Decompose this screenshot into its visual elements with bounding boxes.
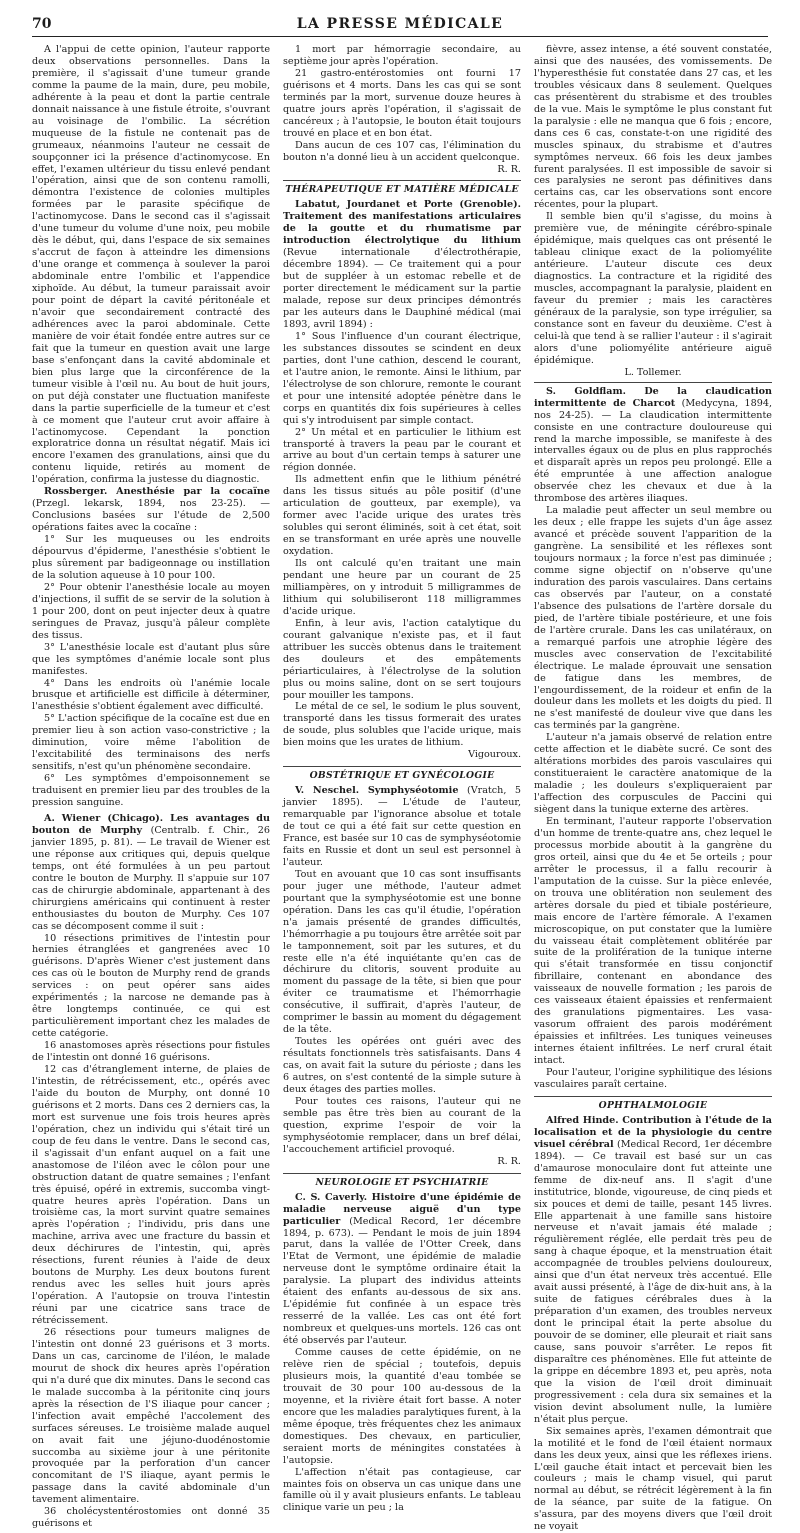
abstract-text: (Medycyna, 1894, nos 24-25). — La claudication intermittente consiste en une contracture douloureuse qui rend la marche impossible, se manifeste à des intervalles égaux ou de plus en plus rapprochés et disparaît après un repos peu prolongé. Elle a été empruntée à une affection analogue observée chez les chevaux et due à la thrombose des artères iliaques. (534, 397, 772, 505)
abstract-text: (Vratch, 5 janvier 1895). — L'étude de l'auteur, remarquable par l'ignorance absolue et totale de tout ce qui a été fait sur cette question en France, est basée sur 10 cas de symphyséotomie faits en Russie et dont un seul est personnel à l'auteur. (283, 785, 521, 868)
column-1 (32, 44, 270, 1530)
divider (534, 382, 772, 383)
abstract-heading: Labatut, Jourdanet et Porte (Grenoble). Traitement des manifestations articulaires de la goutte et du rhumatisme par introduction électrolytique du lithium (283, 199, 521, 247)
article-columns (32, 44, 772, 1533)
list-item: 3° L'anesthésie locale est d'autant plus sûre que les symptômes d'anémie locale sont plus manifestes. (32, 641, 270, 677)
abstract-text: (Medical Record, 1er décembre 1894). — Ce travail est basé sur un cas d'amaurose monoculaire dont fut atteinte une femme de dix-neuf ans. Il s'agit d'une institutrice, blonde, vigoureuse, de cinq pieds et six pouces et demi de taille, pesant 145 livres. Elle appartenait à une famille sans histoire nerveuse et n'avait jamais été malade ; régulièrement réglée, elle perdait très peu de sang à chaque époque, et la menstruation était accompagnée de troubles pelviens douloureux, ainsi que d'un état nerveux très accentué. Elle avait aussi présenté, à l'âge de dix-huit ans, à la suite de fatigues cérébrales dues à la préparation d'un examen, des troubles nerveux dont le principal était la perte absolue du pouvoir de se dominer, elle pleurait et riait sans cause, sans pouvoir s'arrêter. Le repos fit disparaître ces phénomènes. Elle fut atteinte de la grippe en décembre 1893 et, peu après, nota que la vision de l'œil droit diminuait progressivement : cela dura six semaines et la vision devint absolument nulle, la lumière n'était plus perçue. (534, 1138, 772, 1425)
paragraph: Toutes les opérées ont guéri avec des résultats fonctionnels très satisfaisants. Dans 4 cas, on avait fait la suture du périoste ; dans les 6 autres, on s'est contenté de la simple suture à deux étages des parties molles. (283, 1036, 521, 1096)
abstract-text: (Medical Record, 1er décembre 1894, p. 673). — Pendant le mois de juin 1894 parut, dans la vallée de l'Otter Creek, dans l'Etat de Vermont, une épidémie de maladie nerveuse dont le symptôme ordinaire était la paralysie. La plupart des individus atteints étaient des enfants au-dessous de six ans. L'épidémie fut confinée à un espace très resserré de la vallée. Les cas ont été fort nombreux et quelques-uns mortels. 126 cas ont été observés par l'auteur. (283, 1215, 521, 1347)
paragraph: Le métal de ce sel, le sodium le plus souvent, transporté dans les tissus formerait des urates de soude, plus solubles que l'acide urique, mais bien moins que les urates de lithium. (283, 701, 521, 749)
abstract-entry (534, 1115, 772, 1426)
author-signature: R. R. (497, 163, 521, 175)
abstract-text: (Przegl. lekarsk, 1894, nos 23-25). — Conclusions basées sur l'étude de 2,500 opérations faites avec la cocaïne : (32, 498, 270, 534)
abstract-heading: Alfred Hinde. Contribution à l'étude de la localisation et de la physiologie du centre visuel cérébral (534, 1114, 772, 1150)
abstract-entry (534, 386, 772, 506)
paragraph: Ils admettent enfin que le lithium pénétré dans les tissus situés au pôle positif (d'une articulation de goutteux, par exemple), va former avec l'acide urique des urates très solubles qui seront éliminés, soit à cet état, soit en se transformant en urée après une nouvelle oxydation. (283, 474, 521, 558)
list-item: 2° Pour obtenir l'anesthésie locale au moyen d'injections, il suffit de se servir de la solution à 1 pour 200, dont on peut injecter deux à quatre seringues de Pravaz, jusqu'à pâleur complète des tissus. (32, 581, 270, 641)
paragraph: 26 résections pour tumeurs malignes de l'intestin ont donné 23 guérisons et 3 morts. Dans un cas, carcinome de l'iléon, le malade mourut de shock dix heures après l'opération qui n'a duré que dix minutes. Dans le second cas le malade succomba à la péritonite cinq jours après la résection de l'S iliaque pour cancer ; l'infection avait empêché l'accolement des surfaces séreuses. Le troisième malade auquel on avait fait une jéjuno-duodénostomie succomba au sixième jour à une péritonite provoquée par la perforation d'un cancer concomitant de l'S iliaque, ayant permis le passage dans la cavité abdominale d'un tavement alimentaire. (32, 1326, 270, 1506)
paragraph: Dans aucun de ces 107 cas, l'élimination du bouton n'a donné lieu à un accident quelconque. (283, 139, 521, 163)
abstract-entry (283, 1192, 521, 1347)
paragraph: 10 résections primitives de l'intestin pour hernies étranglées et gangrenées avec 10 guérisons. D'après Wiener c'est justement dans ces cas où le bouton de Murphy rend de grands services : on peut opérer sans aides expérimentés ; la narcose ne demande pas à être longtemps continuée, ce qui est particulièrement important chez les malades de cette catégorie. (32, 932, 270, 1040)
paragraph: L'affection n'était pas contagieuse, car maintes fois on observa un cas unique dans une famille où il y avait plusieurs enfants. Le tableau clinique varie un peu ; la (283, 1466, 521, 1514)
paragraph: Comme causes de cette épidémie, on ne relève rien de spécial ; toutefois, depuis plusieurs mois, la quantité d'eau tombée se trouvait de 30 pour 100 au-dessous de la moyenne, et la rivière était fort basse. A noter encore que les maladies paralytiques furent, à la même époque, très fréquentes chez les animaux domestiques. Des chevaux, en particulier, seraient morts de méningites constatées à l'autopsie. (283, 1347, 521, 1466)
paragraph: A l'appui de cette opinion, l'auteur rapporte deux observations personnelles. Dans la première, il s'agissait d'une tumeur grande comme la paume de la main, dure, peu mobile, adhérente à la peau et dont la partie centrale donnait naissance à une fistule étroite, s'ouvrant au voisinage de l'ombilic. La sécrétion muqueuse de la fistule ne contenait pas de grumeaux, néanmoins l'auteur ne cessait de soupçonner ici la présence d'actinomycose. En effet, l'examen ultérieur du tissu enlevé pendant l'opération, ainsi que de son contenu ramolli, démontra l'existence de colonies multiples formées par le parasite spécifique de l'actinomycose. Dans le second cas il s'agissait d'une tumeur du volume d'une noix, peu mobile dès le début, qui, dans l'espace de six semaines s'accrut de façon à atteindre les dimensions d'une orange et commença à soulever la paroi abdominale entre l'ombilic et l'appendice xiphoïde. Au début, la tumeur paraissait avoir pour point de départ la cavité péritonéale et n'avoir que secondairement contracté des adhérences avec la paroi abdominale. Cette manière de voir était fondée entre autres sur ce fait que la tumeur en question avait une large base s'enfonçant dans la cavité abdominale et bien plus large que la circonférence de la tumeur visible à l'œil nu. Au bout de huit jours, on put déjà constater une fluctuation manifeste dans la partie superficielle de la tumeur et c'est à ce moment que l'auteur crut avoir affaire à l'actinomycose. Cependant la ponction exploratrice donna un résultat négatif. Mais ici encore l'examen des granulations, ainsi que du contenu liquide, retirés au moment de l'opération, confirma la justesse du diagnostic. (32, 44, 270, 486)
paragraph: fièvre, assez intense, a été souvent constatée, ainsi que des nausées, des vomissements. De l'hyperesthésie fut constatée dans 27 cas, et les troubles vésicaux dans 8 seulement. Quelques cas présentèrent du strabisme et des troubles de la vue. Mais le symptôme le plus constant fut la paralysie : elle ne manqua que 6 fois ; encore, dans ces 6 cas, constate-t-on une rigidité des muscles spinaux, du strabisme et d'autres symptômes nerveux. 66 fois les deux jambes furent paralysées. Il est impossible de savoir si ces paralysies ne seront pas définitives dans certains cas, car les observations sont encore récentes, pour la plupart. (534, 44, 772, 211)
section-heading: THÉRAPEUTIQUE ET MATIÈRE MÉDICALE (283, 180, 521, 196)
paragraph: Il semble bien qu'il s'agisse, du moins à première vue, de méningite cérébro-spinale épidémique, mais quelques cas ont présenté le tableau clinique exact de la poliomyélite antérieure. L'auteur discute ces deux diagnostics. La contracture et la rigidité des muscles, accompagnant la paralysie, plaident en faveur du premier ; mais les caractères généraux de la paralysie, son type irrégulier, sa constance sont en faveur du deuxième. C'est à celui-là que tend à se rallier l'auteur : il s'agirait alors d'une poliomyélite antérieure aiguë épidémique. (534, 211, 772, 366)
abstract-text: (Centralb. f. Chir., 26 janvier 1895, p. 81). — Le travail de Wiener est une réponse aux critiques qui, depuis quelque temps, ont été formulées à un peu partout contre le bouton de Murphy. Il s'appuie sur 107 cas de chirurgie abdominale, appartenant à des chirurgiens américains qui continuent à rester enthousiastes du bouton de Murphy. Ces 107 cas se décomposent comme il suit : (32, 824, 270, 932)
column-2 (283, 44, 521, 1514)
paragraph: Pour l'auteur, l'origine syphilitique des lésions vasculaires paraît certaine. (534, 1067, 772, 1090)
section-heading: NEUROLOGIE ET PSYCHIATRIE (283, 1173, 521, 1189)
paragraph: Tout en avouant que 10 cas sont insuffisants pour juger une méthode, l'auteur admet pourtant que la symphyséotomie est une bonne opération. Dans les cas qu'il étudie, l'opération n'a jamais présenté de grandes difficultés, l'hémorrhagie a pu toujours être arrêtée soit par le tamponnement, soit par les sutures, et du reste elle n'a été inquiétante qu'en cas de déchirure du clitoris, souvent produite au moment du passage de la tête, si bien que pour éviter ce traumatisme et l'hémorrhagie consécutive, il suffirait, d'après l'auteur, de comprimer le bassin au moment du dégagement de la tête. (283, 868, 521, 1036)
abstract-entry (283, 199, 521, 330)
paragraph: 16 anastomoses après résections pour fistules de l'intestin ont donné 16 guérisons. (32, 1040, 270, 1064)
abstract-heading: Rossberger. Anesthésie par la cocaïne (44, 486, 270, 498)
author-signature: L. Tollemer. (624, 366, 682, 378)
author-signature: Vigouroux. (468, 749, 521, 761)
paragraph: 36 cholécystentérostomies ont donné 35 guérisons et (32, 1506, 270, 1530)
abstract-heading: C. S. Caverly. Histoire d'une épidémie de maladie nerveuse aiguë d'un type particulier (283, 1191, 521, 1227)
journal-title: LA PRESSE MÉDICALE (296, 16, 504, 32)
paragraph: 21 gastro-entérostomies ont fourni 17 guérisons et 4 morts. Dans les cas qui se sont terminés par la mort, survenue douze heures à quatre jours après l'opération, il s'agissait de cancéreux ; à l'autopsie, le bouton était toujours trouvé en place et en bon état. (283, 67, 521, 139)
section-heading: OPHTHALMOLOGIE (534, 1096, 772, 1112)
list-item: 6° Les symptômes d'empoisonnement se traduisent en premier lieu par des troubles de la pression sanguine. (32, 773, 270, 809)
abstract-heading: A. Wiener (Chicago). Les avantages du bouton de Murphy (32, 813, 270, 836)
page-header (32, 14, 768, 37)
abstract-entry (283, 785, 521, 869)
section-heading: OBSTÉTRIQUE ET GYNÉCOLOGIE (283, 766, 521, 782)
list-item: 4° Dans les endroits où l'anémie locale brusque et artificielle est difficile à déterminer, l'anesthésie s'obtient également avec difficulté. (32, 677, 270, 713)
paragraph: En terminant, l'auteur rapporte l'observation d'un homme de trente-quatre ans, chez lequel le processus morbide aboutit à la gangrène du gros orteil, ainsi que du 4e et 5e orteils ; pour arrêter le processus, il a fallu recourir à l'amputation de la cuisse. Sur la pièce enlevée, on trouva une oblitération non seulement des artères dorsale du pied et tibiale postérieure, mais encore de l'artère fémorale. A l'examen microscopique, on put constater que la lumière du vaisseau était complètement oblitérée par suite de la prolifération de la tunique interne qui s'était transformée en tissu conjonctif fibrillaire, contenant en abondance des vaisseaux de nouvelle formation ; les parois de ces vaisseaux étaient épaissies et renfermaient des granulations pigmentaires. Les vasa-vasorum offraient des parois modérément épaissies et infiltrées. Les tuniques veineuses internes étaient infiltrées. Le nerf crural était intact. (534, 816, 772, 1067)
author-signature: R. R. (497, 1155, 521, 1167)
paragraph: L'auteur n'a jamais observé de relation entre cette affection et le diabète sucré. Ce sont des altérations morbides des parois vasculaires qui constitueraient le caractère anatomique de la maladie ; les douleurs s'expliqueraient par l'affection des corpuscules de Paccini qui siègent dans la tunique externe des artères. (534, 732, 772, 816)
list-item: 1° Sur les muqueuses ou les endroits dépourvus d'épiderme, l'anesthésie s'obtient le plus sûrement par badigeonnage ou instillation de la solution aqueuse à 10 pour 100. (32, 534, 270, 581)
paragraph: La maladie peut affecter un seul membre ou les deux ; elle frappe les sujets d'un âge assez avancé et précède souvent l'apparition de la gangrène. La sensibilité et les réflexes sont toujours normaux ; la force n'est pas diminuée ; comme signe objectif on n'observe qu'une induration des parois vasculaires. Dans certains cas observés par l'auteur, on a constaté l'absence des pulsations de l'artère dorsale du pied, de l'artère tibiale postérieure, et une fois de l'artère crurale. Dans les cas unilatéraux, on a remarqué parfois une atrophie légère des muscles avec conservation de l'excitabilité électrique. Le malade éprouvait une sensation de fatigue dans les membres, de l'engourdissement, de la roideur et enfin de la douleur dans les mollets et les doigts du pied. Il ne s'est manifesté de douleur vive que dans les cas terminés par la gangrène. (534, 505, 772, 732)
abstract-heading: V. Neschel. Symphyséotomie (295, 785, 459, 797)
list-item: 5° L'action spécifique de la cocaïne est due en premier lieu à son action vaso-constrictive ; la diminution, voire même l'abolition de l'excitabilité des terminaisons des nerfs sensitifs, n'est qu'un phénomène secondaire. (32, 713, 270, 773)
paragraph: 1° Sous l'influence d'un courant électrique, les substances dissoutes se scindent en deux parties, dont l'une cathion, descend le courant, et l'autre anion, le remonte. Ainsi le lithium, par l'électrolyse de son chlorure, remonte le courant et pour une intensité adoptée pénètre dans le corps en quantités dix fois supérieures à celles qui s'y introduisent par simple contact. (283, 330, 521, 426)
abstract-entry (32, 813, 270, 933)
paragraph: Enfin, à leur avis, l'action catalytique du courant galvanique n'existe pas, et il faut attribuer les succès obtenus dans le traitement des douleurs et des empâtements périarticulaires, à l'électrolyse de la solution plus ou moins saline, dont on se sert toujours pour mouiller les tampons. (283, 617, 521, 701)
column-3 (534, 44, 772, 1533)
paragraph: Ils ont calculé qu'en traitant une main pendant une heure par un courant de 25 milliampères, on y introduit 5 milligrammes de lithium qui solubiliseront 118 milligrammes d'acide urique. (283, 558, 521, 617)
abstract-text: (Revue internationale d'électrothérapie, décembre 1894). — Ce traitement qui a pour but de suppléer à un estomac rebelle et de porter directement le médicament sur la partie malade, repose sur deux principes démontrés par les auteurs dans le Dauphiné médical (mai 1893, avril 1894) : (283, 247, 521, 330)
paragraph: 2° Un métal et en particulier le lithium est transporté à travers la peau par le courant et arrive au bout d'un certain temps à saturer une région donnée. (283, 426, 521, 474)
paragraph: 12 cas d'étranglement interne, de plaies de l'intestin, de rétrécissement, etc., opérés avec l'aide du bouton de Murphy, ont donné 10 guérisons et 2 morts. Dans ces 2 derniers cas, la mort est survenue une fois trois heures après l'opération, chez un individu qui s'était tiré un coup de feu dans le ventre. Dans le second cas, il s'agissait d'un enfant auquel on a fait une anastomose de l'iléon avec le côlon pour une obstruction datant de quatre semaines ; l'enfant très épuisé, opéré in extremis, succomba vingt-quatre heures après l'opération. Dans un troisième cas, la mort survint quatre semaines après l'opération ; l'individu, pris dans une machine, arriva avec une fracture du bassin et deux déchirures de l'intestin, qui, après résections, furent réunies à l'aide de deux boutons de Murphy. Les deux boutons furent rendus avec les selles huit jours après l'opération. A l'autopsie on trouva l'intestin réuni par une cicatrice sans trace de rétrécissement. (32, 1064, 270, 1327)
paragraph: Pour toutes ces raisons, l'auteur qui ne semble pas être très bien au courant de la question, exprime l'espoir de voir la symphyséotomie remplacer, dans un bref délai, l'accouchement artificiel provoqué. (283, 1095, 521, 1155)
abstract-entry (32, 486, 270, 534)
paragraph: Six semaines après, l'examen démontrait que la motilité et le fond de l'œil étaient normaux dans les deux yeux, ainsi que les réflexes iriens. L'œil gauche était intact et percevait bien les couleurs ; mais le champ visuel, qui parut normal au début, se rétrécit légèrement à la fin de la séance, par suite de la fatigue. On s'assura, par des moyens divers que l'œil droit ne voyait (534, 1425, 772, 1533)
paragraph: 1 mort par hémorragie secondaire, au septième jour après l'opération. (283, 44, 521, 67)
abstract-heading: S. Goldflam. De la claudication intermittente de Charcot (534, 385, 772, 409)
page-number: 70 (32, 16, 52, 32)
